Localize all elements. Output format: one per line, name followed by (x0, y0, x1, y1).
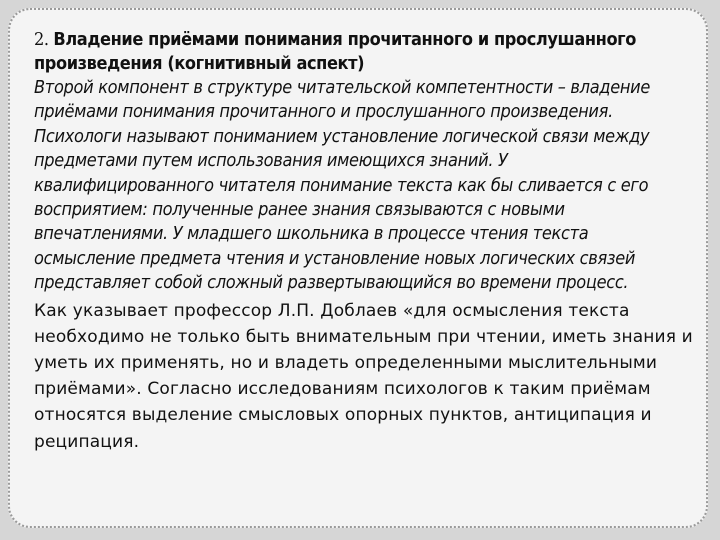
italic-line-8: осмысление предмета чтения и установление новых логических связей (34, 247, 636, 269)
normal-line-1: Как указывает профессор Л.П. Доблаев «для осмысления текста (34, 300, 630, 321)
italic-line-7: впечатлениями. У младшего школьника в процессе чтения текста (34, 223, 589, 245)
section-heading (34, 28, 704, 76)
heading-line-1 (34, 28, 704, 52)
italic-line-4: предметами путем использования имеющихся знаний. У (34, 150, 508, 172)
italic-line-9: представляет собой сложный развертывающийся во времени процесс. (34, 272, 629, 294)
heading-title-part-1: Владение приёмами понимания прочитанного и прослушанного (53, 29, 636, 50)
italic-line-6: восприятием: полученные ранее знания связываются с новыми (34, 199, 565, 221)
normal-paragraph (34, 298, 704, 455)
italic-line-2: приёмами понимания прочитанного и прослушанного произведения. (34, 101, 613, 123)
normal-line-2: необходимо не только быть внимательным при чтении, иметь знания и (34, 326, 693, 347)
normal-line-4: приёмами». Согласно исследованиям психологов к таким приёмам (34, 379, 651, 400)
italic-paragraph (34, 76, 704, 296)
section-number: 2. (34, 29, 49, 50)
normal-line-3: уметь их применять, но и владеть определенными мыслительными (34, 353, 658, 374)
italic-line-3: Психологи называют пониманием установление логической связи между (34, 125, 650, 147)
content-panel (8, 8, 708, 528)
italic-line-1: Второй компонент в структуре читательской компетентности – владение (34, 77, 651, 98)
normal-line-6: реципация. (34, 431, 140, 452)
italic-line-5: квалифицированного читателя понимание текста как бы сливается с его (34, 174, 649, 196)
text-content (34, 28, 704, 455)
normal-line-5: относятся выделение смысловых опорных пунктов, антиципация и (34, 405, 652, 426)
heading-title-part-2: произведения (когнитивный аспект) (34, 53, 365, 74)
